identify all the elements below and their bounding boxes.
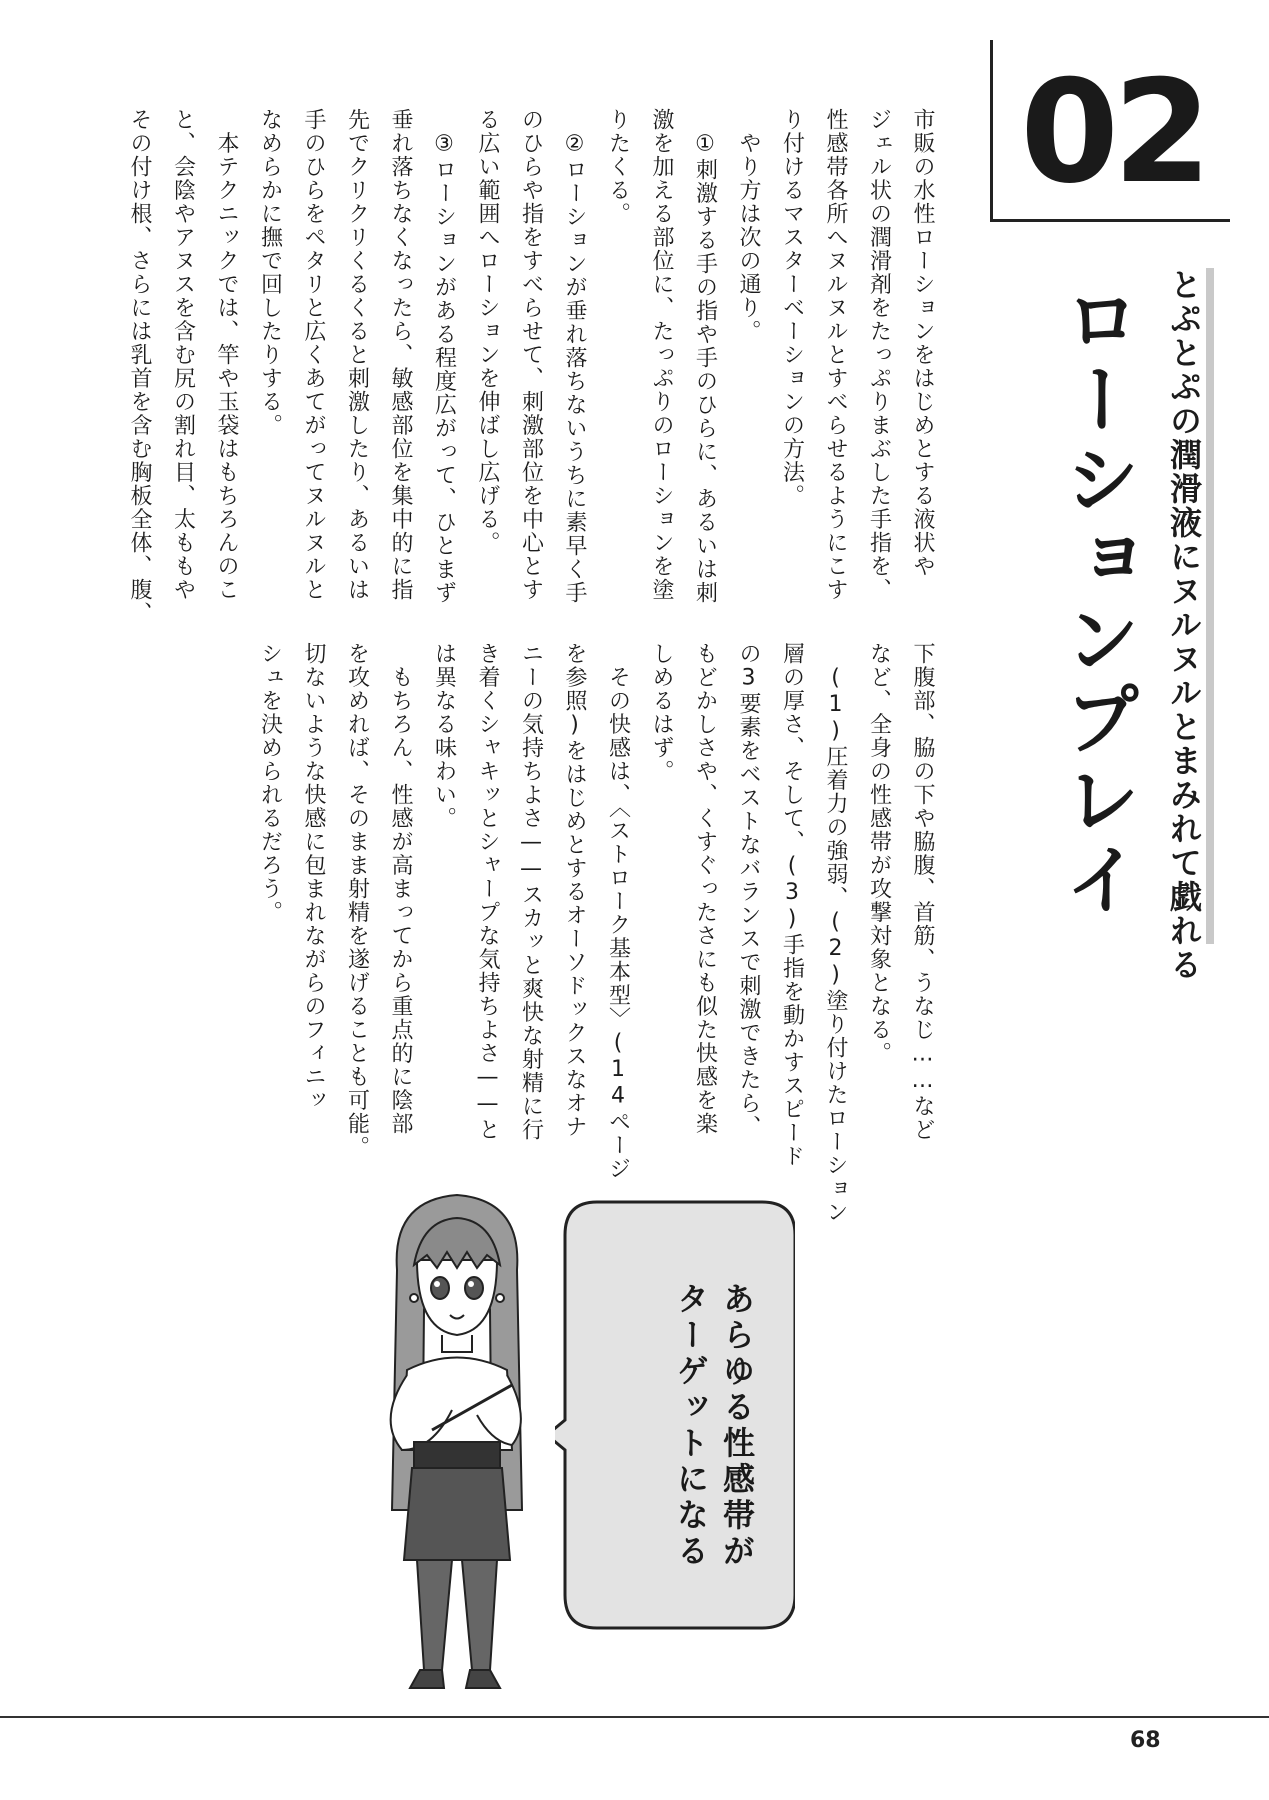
speech-bubble-text: あらゆる性感帯が ターゲットになる xyxy=(672,1282,756,1570)
page-title: ローションプレイ xyxy=(1052,280,1141,920)
body-text-upper: 市販の水性ローションをはじめとする液状や ジェル状の潤滑剤をたっぷりまぶした手指を、 性感帯各所へヌルヌルとすべらせるようにこす り付けるマスターベーションの方法。 やり方は次の通り。 ①刺激する手の指や手のひらに、あるいは刺 激を加える部位に、たっぷりのローションを塗 りたくる。 ②ローションが垂れ落ちないうちに素早く手 のひらや指をすべらせて、刺激部位を中心とす る広い範囲へローションを伸ばし広げる。 ③ローションがある程度広がって、ひとまず 垂れ落ちなくなったら、敏感部位を集中的に指 先でクリクリくるくると刺激したり、あるいは 手のひらをペタリと広くあてがってヌルヌルと なめらかに撫で回したりする。 本テクニックでは、竿や玉袋はもちろんのこ と、会陰やアヌスを含む尻の割れ目、太ももや その付け根、さらには乳首を含む胸板全体、腹、 xyxy=(127,108,935,625)
chapter-number: 02 xyxy=(1020,50,1206,215)
page-number: 68 xyxy=(1130,1728,1161,1753)
page-subtitle: とぷとぷの潤滑液にヌルヌルとまみれて戯れる xyxy=(1165,268,1203,982)
body-text-lower: 下腹部、脇の下や脇腹、首筋、うなじ……など など、全身の性感帯が攻撃対象となる。 (1)圧着力の強弱、(2)塗り付けたローション 層の厚さ、そして、(3)手指を動かすスピード の3要素をベストなバランスで刺激できたら、 もどかしさや、くすぐったさにも似た快感を楽 しめるはず。 その快感は、〈ストローク基本型〉(14ページ を参照)をはじめとするオーソドックスなオナ ニーの気持ちよさ——スカッと爽快な射精に行 き着くシャキッとシャープな気持ちよさ——と は異なる味わい。 もちろん、性感が高まってから重点的に陰部 を攻めれば、そのまま射精を遂げることも可能。 切ないような快感に包まれながらのフィニッ シュを決められるだろう。 xyxy=(257,642,935,1224)
footer-rule xyxy=(0,1716,1269,1718)
subtitle-block xyxy=(1164,268,1214,982)
woman-illustration xyxy=(362,1180,552,1700)
subtitle-rule xyxy=(1206,268,1214,944)
chapter-box xyxy=(990,40,1230,222)
